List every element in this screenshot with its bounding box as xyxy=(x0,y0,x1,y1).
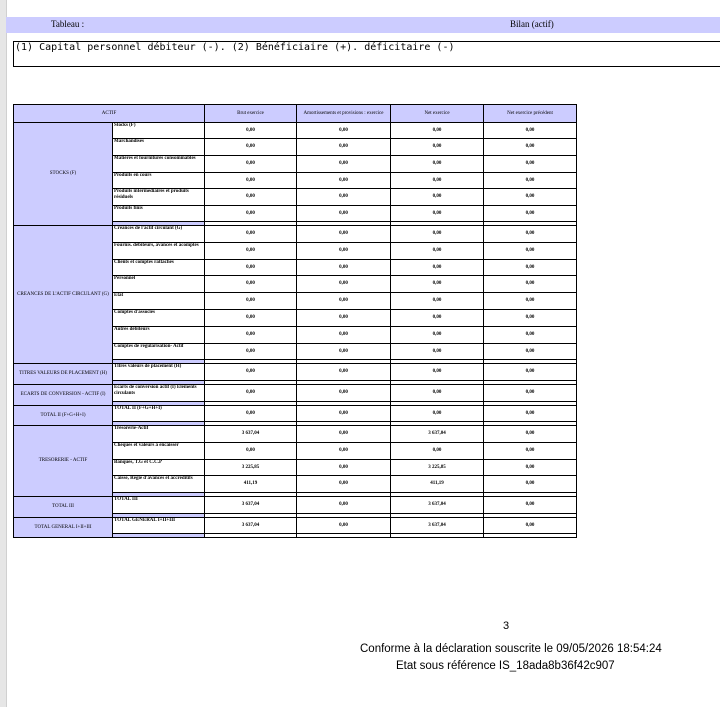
cell-prec: 0,00 xyxy=(484,310,577,327)
cell-brut: 0,00 xyxy=(205,226,297,243)
cell-prec: 0,00 xyxy=(484,226,577,243)
spacer-cell xyxy=(484,534,577,538)
cell-amort: 0,00 xyxy=(297,156,391,173)
table-row xyxy=(14,364,577,381)
bilan-actif-table xyxy=(13,104,577,538)
col-brut: Brut exercice xyxy=(205,105,297,123)
table-row xyxy=(14,385,577,402)
row-label: TOTAL GENERAL I+II+III xyxy=(113,518,205,534)
cell-brut: 0,00 xyxy=(205,206,297,222)
table-row xyxy=(14,518,577,534)
cell-brut: 0,00 xyxy=(205,123,297,139)
group-label: TITRES VALEURS DE PLACEMENT (H) xyxy=(14,364,113,385)
cell-brut: 0,00 xyxy=(205,276,297,293)
cell-amort: 0,00 xyxy=(297,476,391,493)
row-label: Etat xyxy=(113,293,205,310)
cell-net: 0,00 xyxy=(391,385,484,402)
table-header-bar xyxy=(6,17,720,33)
cell-prec: 0,00 xyxy=(484,497,577,514)
cell-amort: 0,00 xyxy=(297,226,391,243)
cell-brut: 0,00 xyxy=(205,293,297,310)
row-label: TOTAL III xyxy=(113,497,205,514)
cell-prec: 0,00 xyxy=(484,123,577,139)
cell-amort: 0,00 xyxy=(297,260,391,276)
cell-brut: 0,00 xyxy=(205,385,297,402)
group-label: STOCKS (F) xyxy=(14,123,113,226)
cell-net: 0,00 xyxy=(391,443,484,460)
cell-net: 0,00 xyxy=(391,173,484,189)
cell-prec: 0,00 xyxy=(484,443,577,460)
row-label: Clients et comptes rattachés xyxy=(113,260,205,276)
cell-net: 3 637,04 xyxy=(391,426,484,443)
row-label: Caisse, Régie d'avances et accréditifs xyxy=(113,476,205,493)
table-row xyxy=(14,406,577,422)
row-label: Créances de l'actif circulant (G) xyxy=(113,226,205,243)
page-number: 3 xyxy=(503,620,510,632)
col-net: Net exercice xyxy=(391,105,484,123)
group-label: TOTAL III xyxy=(14,497,113,518)
table-row xyxy=(14,123,577,139)
row-label: TOTAL II (F+G+H+I) xyxy=(113,406,205,422)
cell-amort: 0,00 xyxy=(297,243,391,260)
cell-brut: 0,00 xyxy=(205,406,297,422)
cell-net: 0,00 xyxy=(391,327,484,344)
table-row xyxy=(14,426,577,443)
cell-amort: 0,00 xyxy=(297,443,391,460)
cell-brut: 0,00 xyxy=(205,327,297,344)
cell-brut: 0,00 xyxy=(205,344,297,360)
table-header-row xyxy=(14,105,577,123)
spacer-cell xyxy=(391,534,484,538)
row-label: Fournis. débiteurs, avances et acomptes xyxy=(113,243,205,260)
row-label: Comptes de régularisation- Actif xyxy=(113,344,205,360)
table-row xyxy=(14,226,577,243)
spacer-cell xyxy=(113,534,205,538)
cell-prec: 0,00 xyxy=(484,293,577,310)
cell-net: 3 637,04 xyxy=(391,518,484,534)
cell-prec: 0,00 xyxy=(484,344,577,360)
row-label: Stocks (F) xyxy=(113,123,205,139)
cell-brut: 0,00 xyxy=(205,173,297,189)
cell-brut: 0,00 xyxy=(205,310,297,327)
cell-amort: 0,00 xyxy=(297,293,391,310)
cell-amort: 0,00 xyxy=(297,406,391,422)
reference-line: Etat sous référence IS_18ada8b36f42c907 xyxy=(396,660,615,672)
row-label: Matières et fournitures consommables xyxy=(113,156,205,173)
cell-net: 0,00 xyxy=(391,260,484,276)
bilan-title: Bilan (actif) xyxy=(510,19,554,29)
row-label: Titres valeurs de placement (H) xyxy=(113,364,205,381)
cell-brut: 3 637,04 xyxy=(205,497,297,514)
row-label: Chèques et valeurs à encaisser xyxy=(113,443,205,460)
cell-prec: 0,00 xyxy=(484,327,577,344)
cell-prec: 0,00 xyxy=(484,364,577,381)
cell-prec: 0,00 xyxy=(484,406,577,422)
cell-amort: 0,00 xyxy=(297,189,391,206)
col-prec: Net exercice précédent xyxy=(484,105,577,123)
cell-prec: 0,00 xyxy=(484,139,577,156)
cell-net: 0,00 xyxy=(391,243,484,260)
cell-net: 0,00 xyxy=(391,364,484,381)
conformity-line: Conforme à la déclaration souscrite le 09/05/2026 18:54:24 xyxy=(360,643,662,655)
cell-amort: 0,00 xyxy=(297,123,391,139)
table-row xyxy=(14,497,577,514)
cell-prec: 0,00 xyxy=(484,518,577,534)
cell-prec: 0,00 xyxy=(484,156,577,173)
legend-note: (1) Capital personnel débiteur (-). (2) Bénéficiaire (+). déficitaire (-) xyxy=(13,41,720,67)
cell-prec: 0,00 xyxy=(484,260,577,276)
group-label: ECARTS DE CONVERSION - ACTIF (I) xyxy=(14,385,113,406)
cell-amort: 0,00 xyxy=(297,385,391,402)
cell-brut: 3 637,04 xyxy=(205,518,297,534)
cell-prec: 0,00 xyxy=(484,276,577,293)
row-label: Produits intermédiaires et produits résiduels xyxy=(113,189,205,206)
cell-amort: 0,00 xyxy=(297,206,391,222)
cell-amort: 0,00 xyxy=(297,518,391,534)
row-label: Trésorerie-Actif xyxy=(113,426,205,443)
cell-prec: 0,00 xyxy=(484,385,577,402)
cell-brut: 0,00 xyxy=(205,443,297,460)
cell-amort: 0,00 xyxy=(297,173,391,189)
cell-prec: 0,00 xyxy=(484,173,577,189)
cell-brut: 0,00 xyxy=(205,156,297,173)
cell-net: 0,00 xyxy=(391,123,484,139)
tableau-label: Tableau : xyxy=(51,19,85,29)
cell-net: 0,00 xyxy=(391,406,484,422)
row-label: Produits finis xyxy=(113,206,205,222)
cell-prec: 0,00 xyxy=(484,243,577,260)
cell-net: 0,00 xyxy=(391,276,484,293)
cell-amort: 0,00 xyxy=(297,497,391,514)
cell-brut: 0,00 xyxy=(205,260,297,276)
cell-prec: 0,00 xyxy=(484,189,577,206)
cell-net: 411,19 xyxy=(391,476,484,493)
cell-brut: 0,00 xyxy=(205,364,297,381)
spacer-cell xyxy=(297,534,391,538)
row-label: Produits en cours xyxy=(113,173,205,189)
cell-amort: 0,00 xyxy=(297,460,391,476)
cell-brut: 3 225,85 xyxy=(205,460,297,476)
cell-net: 0,00 xyxy=(391,344,484,360)
group-label: TRESORERIE - ACTIF xyxy=(14,426,113,497)
cell-net: 0,00 xyxy=(391,310,484,327)
row-label: Banques, T.G et C.C.P xyxy=(113,460,205,476)
cell-brut: 411,19 xyxy=(205,476,297,493)
group-label: TOTAL II (F+G+H+I) xyxy=(14,406,113,426)
cell-brut: 3 637,04 xyxy=(205,426,297,443)
row-label: Marchandises xyxy=(113,139,205,156)
table-body xyxy=(14,123,577,538)
cell-amort: 0,00 xyxy=(297,310,391,327)
cell-brut: 0,00 xyxy=(205,139,297,156)
cell-amort: 0,00 xyxy=(297,344,391,360)
col-actif: ACTIF xyxy=(14,105,205,123)
row-label: Ecarts de conversion actif (I) Eléments circulants xyxy=(113,385,205,402)
col-amort: Amortissements et provisions : exercice xyxy=(297,105,391,123)
cell-net: 0,00 xyxy=(391,189,484,206)
cell-amort: 0,00 xyxy=(297,426,391,443)
spacer-cell xyxy=(205,534,297,538)
cell-net: 0,00 xyxy=(391,226,484,243)
group-label: CREANCES DE L'ACTIF CIRCULANT (G) xyxy=(14,226,113,364)
cell-net: 3 225,85 xyxy=(391,460,484,476)
cell-net: 3 637,04 xyxy=(391,497,484,514)
cell-net: 0,00 xyxy=(391,139,484,156)
cell-amort: 0,00 xyxy=(297,327,391,344)
cell-amort: 0,00 xyxy=(297,364,391,381)
cell-prec: 0,00 xyxy=(484,460,577,476)
cell-prec: 0,00 xyxy=(484,206,577,222)
group-label: TOTAL GENERAL I+II+III xyxy=(14,518,113,538)
cell-net: 0,00 xyxy=(391,156,484,173)
row-label: Personnel xyxy=(113,276,205,293)
cell-brut: 0,00 xyxy=(205,189,297,206)
cell-prec: 0,00 xyxy=(484,426,577,443)
row-label: Autres débiteurs xyxy=(113,327,205,344)
cell-amort: 0,00 xyxy=(297,276,391,293)
cell-prec: 0,00 xyxy=(484,476,577,493)
row-label: Comptes d'associés xyxy=(113,310,205,327)
cell-amort: 0,00 xyxy=(297,139,391,156)
cell-net: 0,00 xyxy=(391,293,484,310)
cell-net: 0,00 xyxy=(391,206,484,222)
cell-brut: 0,00 xyxy=(205,243,297,260)
